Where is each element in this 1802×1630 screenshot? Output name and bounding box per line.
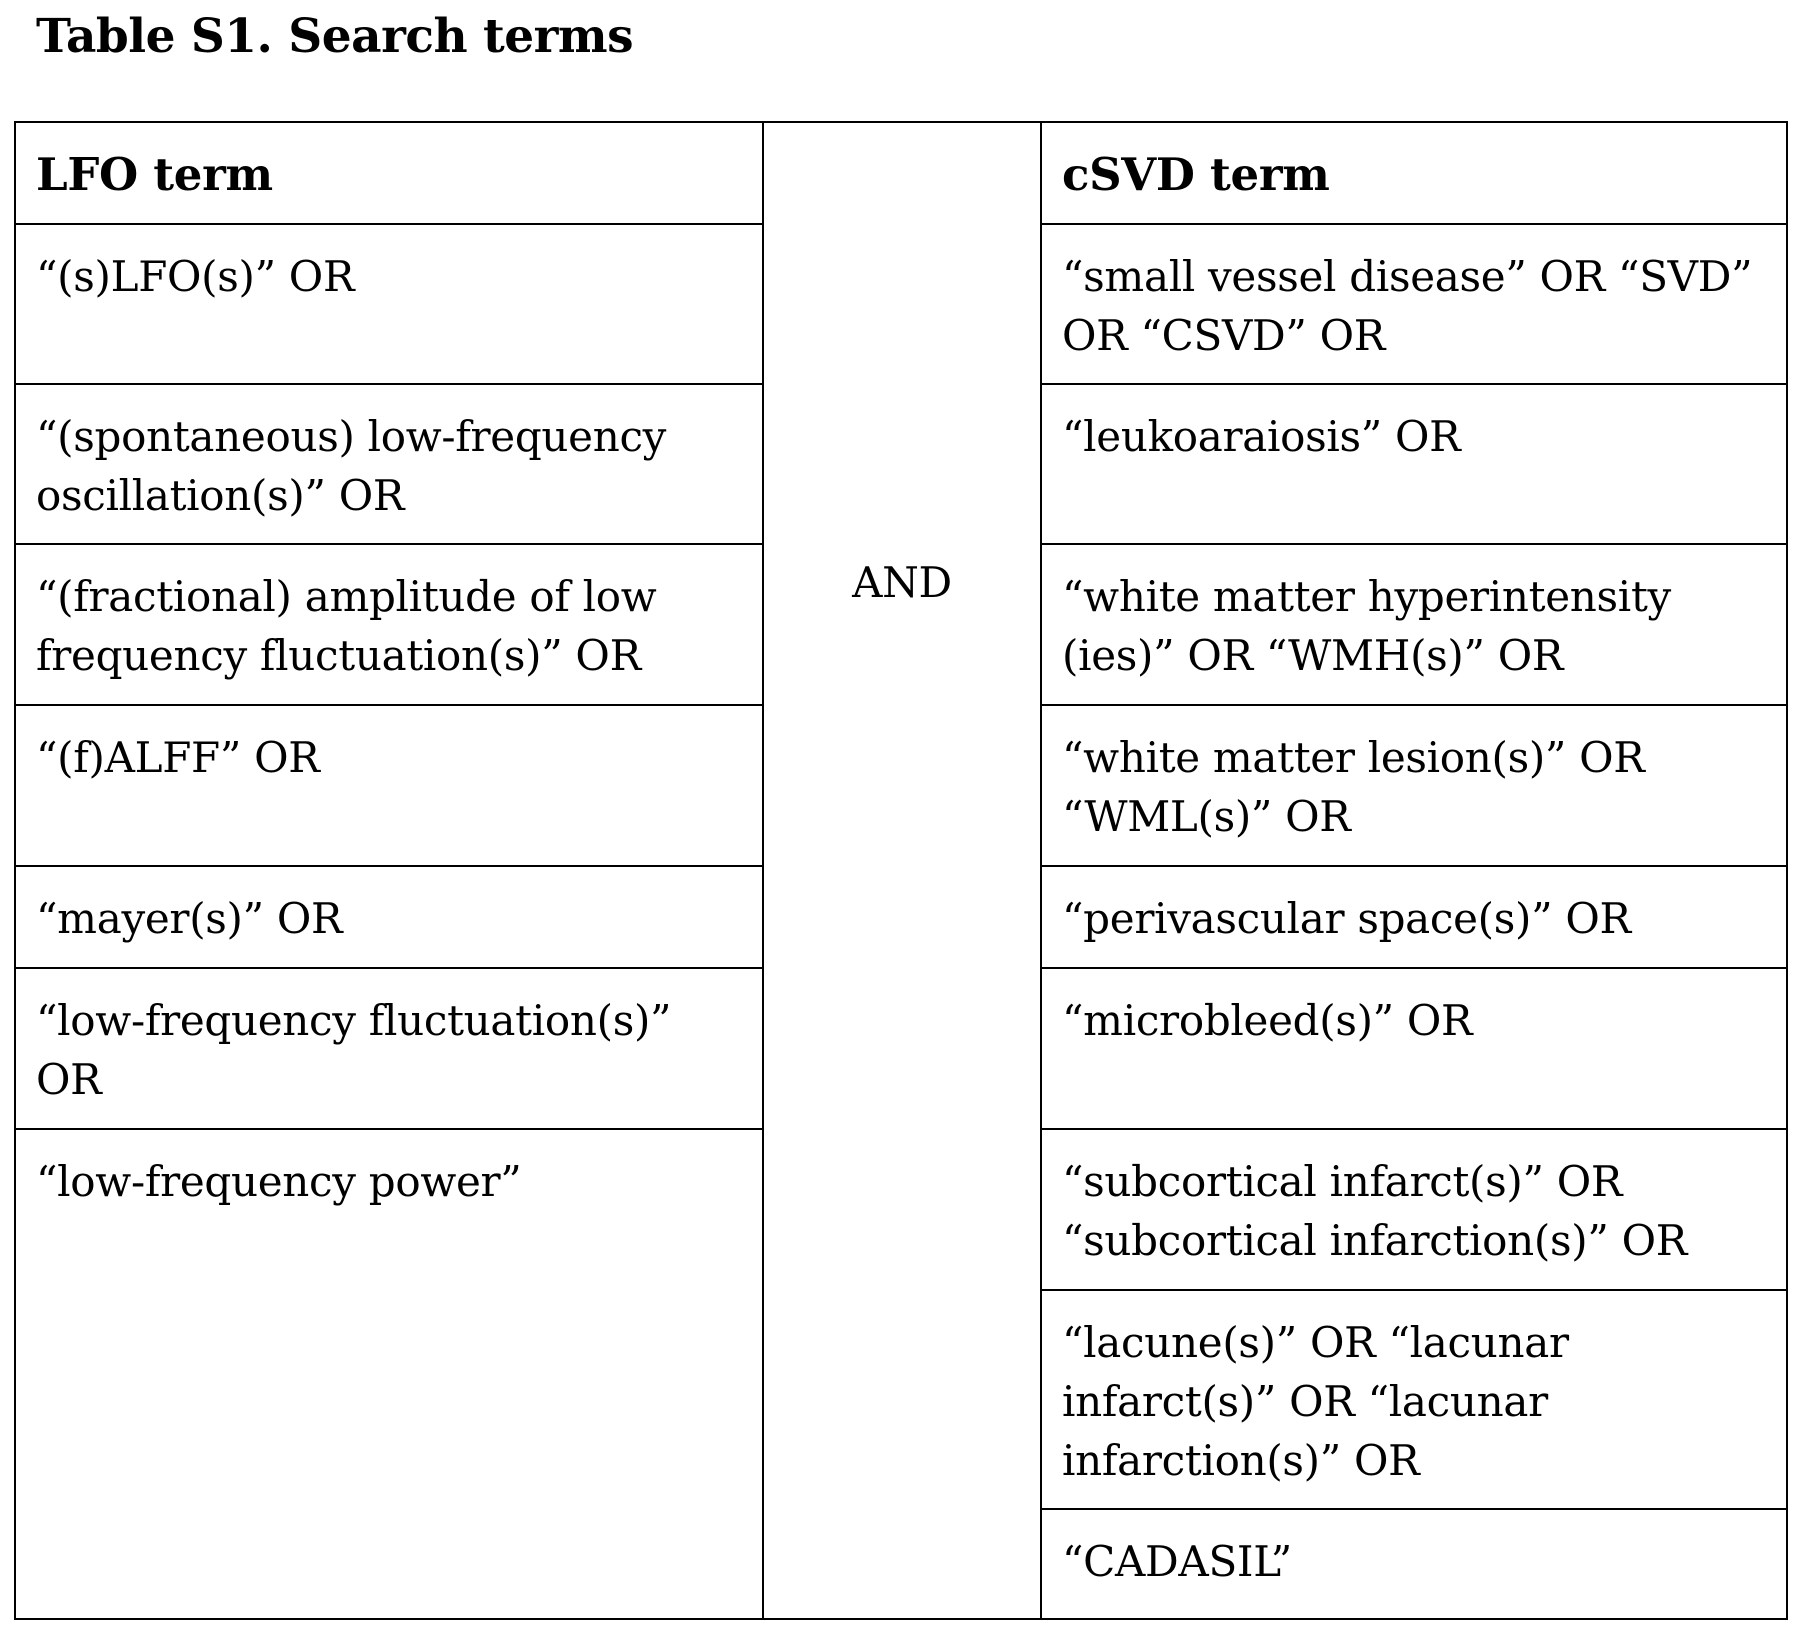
lfo-term-cell: “(fractional) amplitude of low frequency fluctuation(s)” OR	[15, 544, 763, 705]
lfo-term-header: LFO term	[15, 122, 763, 224]
csvd-term-header: cSVD term	[1041, 122, 1787, 224]
csvd-term-cell: “white matter hyperintensity (ies)” OR “WMH(s)” OR	[1041, 544, 1787, 705]
lfo-term-cell: “(s)LFO(s)” OR	[15, 224, 763, 384]
csvd-term-cell: “leukoaraiosis” OR	[1041, 384, 1787, 544]
csvd-term-cell: “CADASIL”	[1041, 1509, 1787, 1619]
lfo-term-cell: “low-frequency fluctuation(s)” OR	[15, 968, 763, 1129]
search-terms-table	[14, 121, 1788, 1620]
csvd-term-cell: “perivascular space(s)” OR	[1041, 866, 1787, 968]
lfo-term-cell: “(spontaneous) low-frequency oscillation(s)” OR	[15, 384, 763, 544]
lfo-term-cell: “mayer(s)” OR	[15, 866, 763, 968]
csvd-term-cell: “small vessel disease” OR “SVD” OR “CSVD” OR	[1041, 224, 1787, 384]
csvd-term-cell: “lacune(s)” OR “lacunar infarct(s)” OR “lacunar infarction(s)” OR	[1041, 1290, 1787, 1509]
csvd-term-cell: “white matter lesion(s)” OR “WML(s)” OR	[1041, 705, 1787, 866]
csvd-term-cell: “microbleed(s)” OR	[1041, 968, 1787, 1129]
table-title: Table S1. Search terms	[36, 9, 634, 64]
csvd-term-cell: “subcortical infarct(s)” OR “subcortical infarction(s)” OR	[1041, 1129, 1787, 1290]
lfo-term-cell: “low-frequency power”	[15, 1129, 763, 1619]
lfo-term-cell: “(f)ALFF” OR	[15, 705, 763, 866]
header-row	[15, 122, 1787, 224]
and-connector: AND	[763, 122, 1041, 1619]
